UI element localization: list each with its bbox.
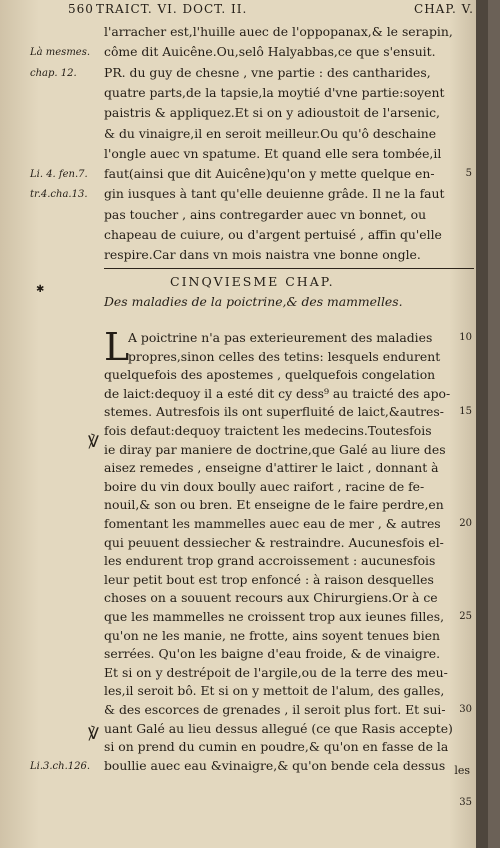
- margin-note: Li. 4. fen.7.: [30, 169, 88, 181]
- text-line: que les mammelles ne croissent trop aux ieunes filles,: [104, 609, 445, 624]
- text-line: les,il seroit bô. Et si on y mettoit de l'alum, des galles,: [104, 683, 445, 699]
- text-line: ie diray par maniere de doctrine,que Galé au liure des: [104, 441, 446, 457]
- margin-note: Là mesmes.: [30, 47, 91, 59]
- text-line: nouil,& son ou bren. Et enseigne de le faire perdre,en: [104, 497, 444, 513]
- header-title: TRAICT. VI. DOCT. II.: [96, 2, 248, 16]
- page-number: 560: [68, 2, 94, 16]
- line-number: 20: [459, 518, 472, 529]
- line-number: 15: [459, 406, 472, 418]
- text-line: propres,sinon celles des tetins: lesquels endurent: [128, 348, 441, 364]
- line-number: 25: [459, 611, 472, 622]
- manicule-mark: ℣: [88, 432, 99, 451]
- text-line: A poictrine n'a pas exterieurement des maladies: [128, 330, 433, 345]
- drop-cap: L: [104, 325, 130, 369]
- text-line: boire du vin doux boully auec raifort , racine de fe-: [104, 478, 425, 494]
- running-header: [68, 2, 474, 20]
- text-line: l'arracher est,l'huille auec de l'oppopanax,& le serapin,: [104, 24, 453, 39]
- text-line: Et si on y destrépoit de l'argile,ou de la terre des meu-: [104, 664, 448, 680]
- text-line: l'ongle auec vn spatume. Et quand elle sera tombée,il: [104, 145, 442, 161]
- text-line: faut(ainsi que dit Auicêne)qu'on y mette quelque en-: [104, 166, 435, 182]
- text-line: qui peuuent dessiecher & restraindre. Aucunesfois el-: [104, 534, 444, 550]
- text-line: les endurent trop grand accroissement : aucunesfois: [104, 553, 436, 569]
- chapter-title: CINQVIESME CHAP.: [170, 274, 335, 289]
- margin-note: tr.4.cha.13.: [30, 189, 88, 201]
- line-number: 10: [459, 332, 472, 343]
- text-line: leur petit bout est trop enfoncé : à raison desquelles: [104, 571, 434, 587]
- text-line: & des escorces de grenades , il seroit plus fort. Et sui-: [104, 702, 446, 717]
- text-line: de laict:dequoy il a esté dit cy dess⁹ au traicté des apo-: [104, 385, 451, 401]
- text-line: choses on a souuent recours aux Chirurgiens.Or à ce: [104, 590, 438, 606]
- page-edge: [476, 0, 488, 848]
- text-line: respire.Car dans vn mois naistra vne bonne ongle.: [104, 247, 421, 263]
- header-chapter: CHAP. V.: [414, 2, 474, 16]
- margin-note: chap. 12.: [30, 67, 77, 79]
- text-line: uant Galé au lieu dessus allegué (ce que Rasis accepte): [104, 720, 453, 736]
- text-line: quatre parts,de la tapsie,la moytié d'vne partie:soyent: [104, 84, 445, 100]
- text-line: si on prend du cumin en poudre,& qu'on en fasse de la: [104, 739, 449, 755]
- text-line: aisez remedes , enseigne d'attirer le laict , donnant à: [104, 460, 439, 476]
- text-line: serrées. Qu'on les baigne d'eau froide, & de vinaigre.: [104, 646, 441, 662]
- margin-note: Li.3.ch.126.: [30, 760, 91, 772]
- section-divider: [104, 268, 474, 269]
- text-line: PR. du guy de chesne , vne partie : des cantharides,: [104, 64, 431, 80]
- line-number: 30: [459, 704, 472, 715]
- text-line: quelquefois des apostemes , quelquefois congelation: [104, 367, 436, 383]
- manicule-mark: ℣: [88, 724, 99, 743]
- chapter-subtitle: Des maladies de la poictrine,& des mammelles.: [104, 294, 403, 309]
- asterisk-mark: ✱: [36, 284, 45, 295]
- text-line: fomentant les mammelles auec eau de mer , & autres: [104, 516, 441, 531]
- text-line: côme dit Auicêne.Ou,selô Halyabbas,ce que s'ensuit.: [104, 44, 436, 60]
- line-number: 35: [459, 797, 472, 808]
- text-line: paistris & appliquez.Et si on y adioustoit de l'arsenic,: [104, 105, 440, 121]
- text-line: boullie auec eau &vinaigre,& qu'on bende cela dessus: [104, 757, 446, 773]
- line-number: 5: [465, 168, 472, 180]
- text-line: fois defaut:dequoy traictent les medecins.Toutesfois: [104, 423, 432, 438]
- text-line: pas toucher , ains contregarder auec vn bonnet, ou: [104, 206, 427, 222]
- text-line: stemes. Autresfois ils ont superfluité de laict,&autres-: [104, 404, 444, 420]
- text-line: qu'on ne les manie, ne frotte, ains soyent tenues bien: [104, 627, 441, 643]
- text-line: & du vinaigre,il en seroit meilleur.Ou qu'ô deschaine: [104, 125, 437, 141]
- catchword: les: [454, 764, 470, 777]
- text-line: gin iusques à tant qu'elle deuienne grâde. Il ne la faut: [104, 186, 445, 202]
- text-line: chapeau de cuiure, ou d'argent pertuisé , affin qu'elle: [104, 227, 442, 242]
